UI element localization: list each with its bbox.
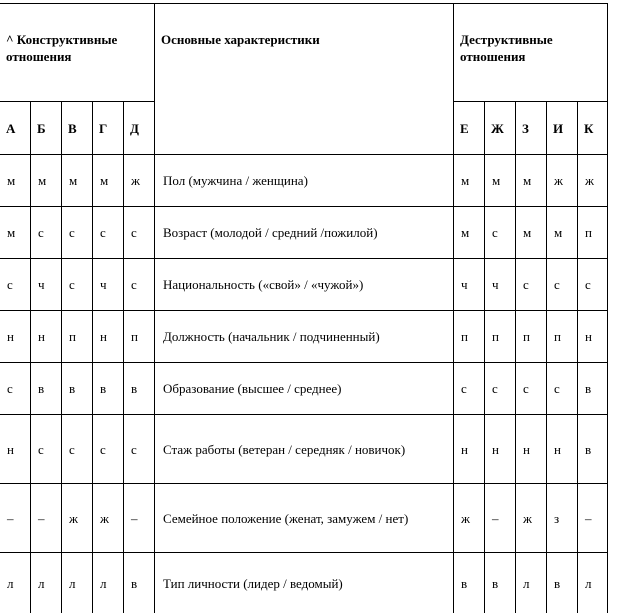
constructive-cell: в [31, 363, 62, 415]
column-letter: Г [93, 102, 124, 155]
constructive-header: ^ Конструктивные отношения [0, 4, 155, 102]
constructive-cell: л [0, 553, 31, 613]
constructive-cell: ж [124, 155, 155, 207]
constructive-cell: в [124, 363, 155, 415]
destructive-cell: п [578, 207, 608, 259]
header-group-row [0, 4, 608, 102]
destructive-cell: с [485, 363, 516, 415]
constructive-cell: с [0, 259, 31, 311]
table-body [0, 4, 608, 613]
constructive-cell: п [124, 311, 155, 363]
table-row [0, 155, 608, 207]
table-row [0, 259, 608, 311]
constructive-cell: н [31, 311, 62, 363]
constructive-cell: с [93, 207, 124, 259]
constructive-cell: л [31, 553, 62, 613]
destructive-cell: в [485, 553, 516, 613]
destructive-header: Деструктивные отношения [454, 4, 608, 102]
characteristic-label: Семейное положение (женат, замужем / нет) [155, 484, 454, 553]
destructive-cell: н [578, 311, 608, 363]
destructive-cell: с [454, 363, 485, 415]
column-letter: Д [124, 102, 155, 155]
constructive-cell: п [62, 311, 93, 363]
comparison-table [0, 3, 608, 613]
destructive-cell: – [485, 484, 516, 553]
destructive-cell: м [454, 155, 485, 207]
destructive-cell: ж [516, 484, 547, 553]
destructive-cell: с [547, 259, 578, 311]
constructive-cell: м [0, 155, 31, 207]
constructive-cell: м [62, 155, 93, 207]
destructive-cell: м [516, 155, 547, 207]
column-letter: К [578, 102, 608, 155]
constructive-cell: с [31, 415, 62, 484]
destructive-cell: ж [547, 155, 578, 207]
destructive-cell: п [485, 311, 516, 363]
destructive-cell: с [516, 363, 547, 415]
constructive-cell: в [62, 363, 93, 415]
constructive-cell: ж [62, 484, 93, 553]
column-letter: Б [31, 102, 62, 155]
characteristic-label: Национальность («свой» / «чужой») [155, 259, 454, 311]
characteristic-label: Стаж работы (ветеран / середняк / новичок) [155, 415, 454, 484]
constructive-cell: в [93, 363, 124, 415]
constructive-cell: с [31, 207, 62, 259]
constructive-cell: м [0, 207, 31, 259]
destructive-cell: п [547, 311, 578, 363]
constructive-cell: с [62, 415, 93, 484]
destructive-cell: с [485, 207, 516, 259]
table-row [0, 553, 608, 613]
constructive-cell: – [0, 484, 31, 553]
destructive-cell: м [547, 207, 578, 259]
characteristic-label: Возраст (молодой / средний /пожилой) [155, 207, 454, 259]
constructive-cell: н [0, 415, 31, 484]
destructive-cell: с [578, 259, 608, 311]
constructive-cell: л [93, 553, 124, 613]
destructive-cell: н [485, 415, 516, 484]
constructive-cell: м [31, 155, 62, 207]
destructive-cell: с [516, 259, 547, 311]
column-letter: В [62, 102, 93, 155]
constructive-cell: с [62, 259, 93, 311]
destructive-cell: н [516, 415, 547, 484]
destructive-cell: – [578, 484, 608, 553]
destructive-cell: в [578, 415, 608, 484]
destructive-cell: п [516, 311, 547, 363]
column-letter: Е [454, 102, 485, 155]
constructive-cell: с [124, 259, 155, 311]
constructive-cell: с [124, 415, 155, 484]
destructive-cell: ж [578, 155, 608, 207]
destructive-cell: с [547, 363, 578, 415]
destructive-cell: п [454, 311, 485, 363]
destructive-cell: н [547, 415, 578, 484]
destructive-cell: в [578, 363, 608, 415]
characteristic-label: Пол (мужчина / женщина) [155, 155, 454, 207]
column-letter: И [547, 102, 578, 155]
constructive-cell: л [62, 553, 93, 613]
destructive-cell: м [516, 207, 547, 259]
constructive-cell: ч [31, 259, 62, 311]
destructive-cell: ж [454, 484, 485, 553]
destructive-cell: м [454, 207, 485, 259]
table-row [0, 415, 608, 484]
table-row [0, 207, 608, 259]
destructive-cell: м [485, 155, 516, 207]
constructive-cell: с [0, 363, 31, 415]
constructive-cell: – [31, 484, 62, 553]
destructive-cell: з [547, 484, 578, 553]
constructive-cell: ж [93, 484, 124, 553]
constructive-cell: н [0, 311, 31, 363]
destructive-cell: н [454, 415, 485, 484]
table-row [0, 311, 608, 363]
characteristic-label: Должность (начальник / подчиненный) [155, 311, 454, 363]
destructive-cell: ч [485, 259, 516, 311]
constructive-cell: в [124, 553, 155, 613]
table-row [0, 484, 608, 553]
destructive-cell: л [516, 553, 547, 613]
constructive-cell: ч [93, 259, 124, 311]
column-letter: А [0, 102, 31, 155]
characteristic-label: Тип личности (лидер / ведомый) [155, 553, 454, 613]
constructive-cell: с [93, 415, 124, 484]
constructive-cell: с [124, 207, 155, 259]
constructive-cell: – [124, 484, 155, 553]
characteristic-label: Образование (высшее / среднее) [155, 363, 454, 415]
table-row [0, 363, 608, 415]
constructive-cell: с [62, 207, 93, 259]
destructive-cell: ч [454, 259, 485, 311]
destructive-cell: в [547, 553, 578, 613]
column-letter: Ж [485, 102, 516, 155]
constructive-cell: м [93, 155, 124, 207]
destructive-cell: л [578, 553, 608, 613]
destructive-cell: в [454, 553, 485, 613]
main-characteristics-header: Основные характеристики [155, 4, 454, 155]
column-letter: З [516, 102, 547, 155]
constructive-cell: н [93, 311, 124, 363]
